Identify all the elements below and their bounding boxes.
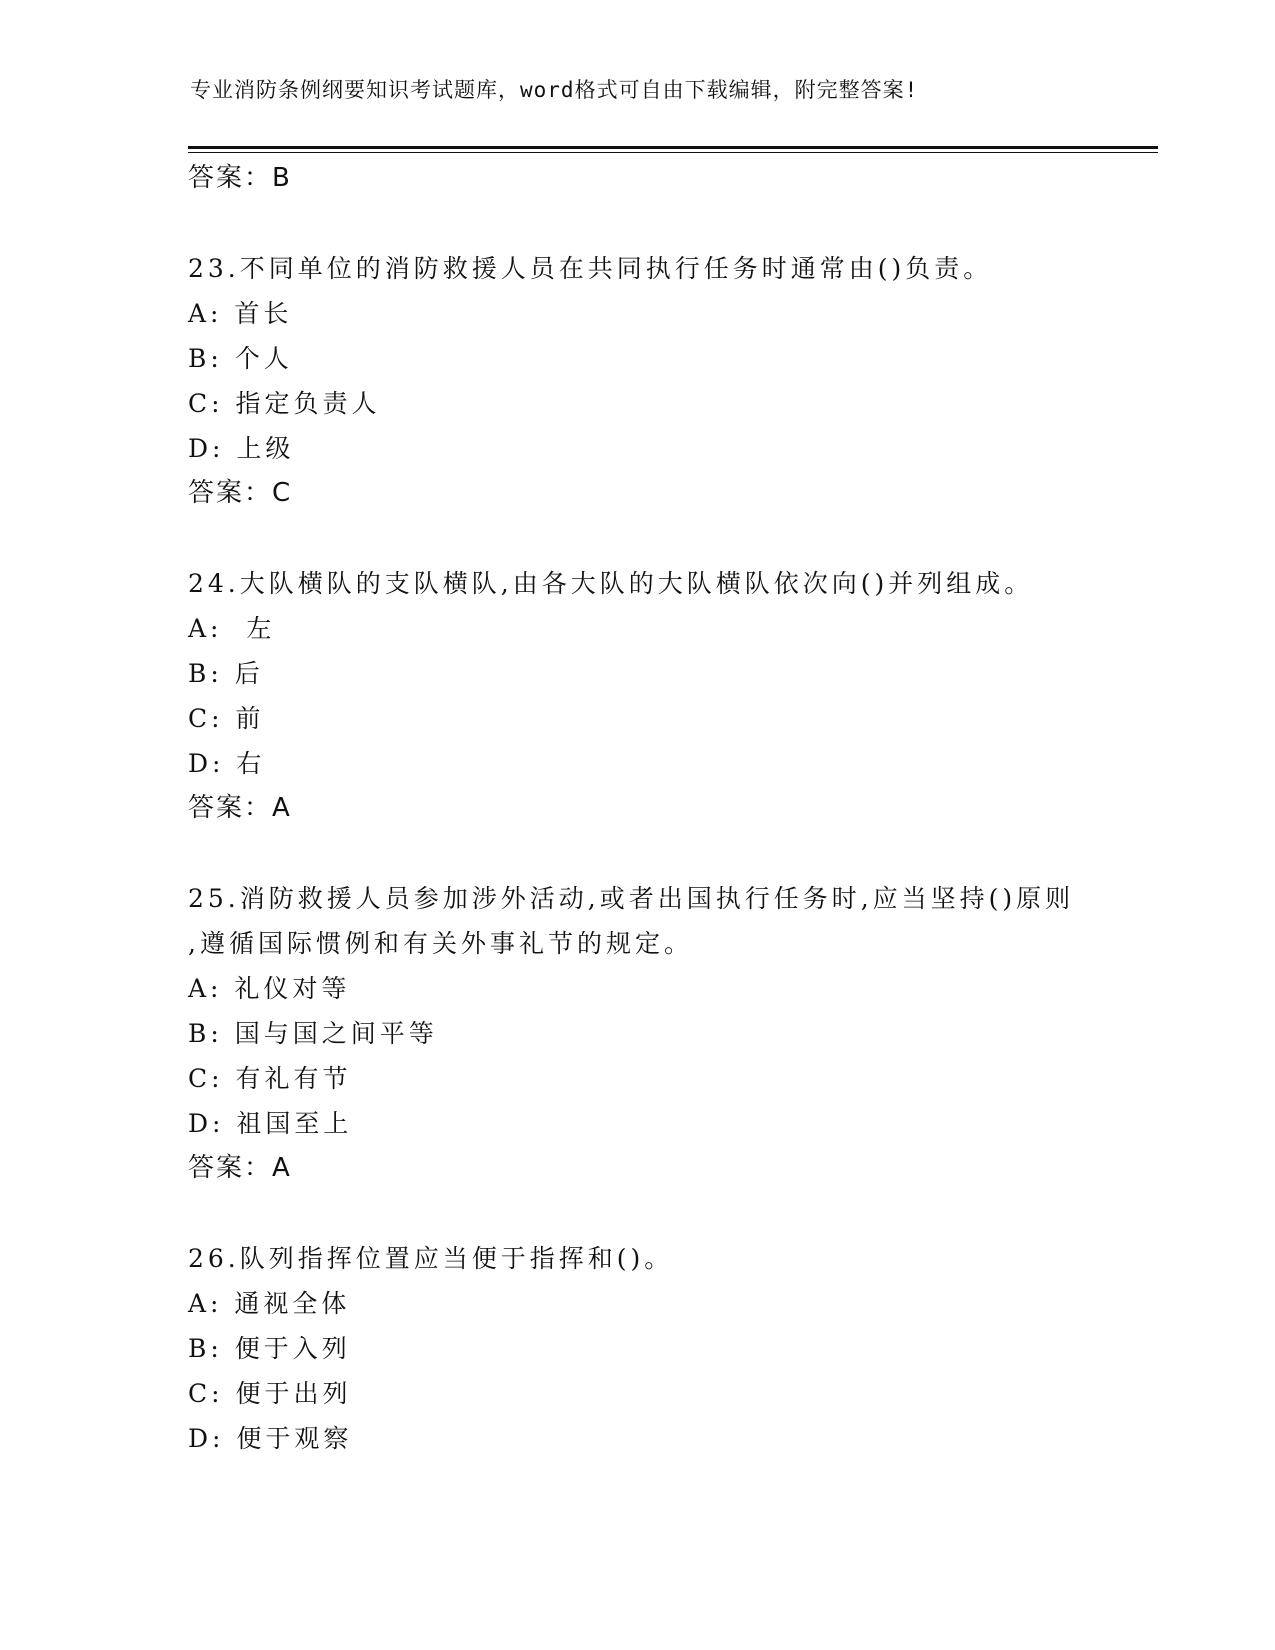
header-rule-thin xyxy=(188,152,1158,153)
option-c: C: 指定负责人 xyxy=(188,389,381,418)
option-d: D: 右 xyxy=(188,749,266,778)
option-a: A: 礼仪对等 xyxy=(188,974,351,1003)
option-a: A: 通视全体 xyxy=(188,1289,351,1318)
option-b: B: 国与国之间平等 xyxy=(188,1019,438,1048)
option-c: C: 前 xyxy=(188,704,265,733)
spacer xyxy=(188,201,1148,246)
question-block xyxy=(188,876,1148,1191)
option-a: A: 首长 xyxy=(188,299,293,328)
option-c: C: 便于出列 xyxy=(188,1379,352,1408)
option-c: C: 有礼有节 xyxy=(188,1064,352,1093)
answer-text: 答案：A xyxy=(188,793,292,823)
question-stem: 26.队列指挥位置应当便于指挥和()。 xyxy=(188,1244,674,1273)
option-d: D: 上级 xyxy=(188,434,295,463)
option-b: B: 个人 xyxy=(188,344,293,373)
question-list xyxy=(188,156,1148,1461)
header-rule-thick xyxy=(188,146,1158,149)
question-block xyxy=(188,1236,1148,1461)
option-a: A: 左 xyxy=(188,614,276,643)
question-block xyxy=(188,246,1148,516)
question-stem: 24.大队横队的支队横队,由各大队的大队横队依次向()并列组成。 xyxy=(188,569,1034,598)
question-stem: 23.不同单位的消防救援人员在共同执行任务时通常由()负责。 xyxy=(188,254,993,283)
option-d: D: 便于观察 xyxy=(188,1424,353,1453)
spacer xyxy=(188,1191,1148,1236)
spacer xyxy=(188,516,1148,561)
option-b: B: 便于入列 xyxy=(188,1334,351,1363)
question-stem-continued: ,遵循国际惯例和有关外事礼节的规定。 xyxy=(188,929,693,958)
question-block xyxy=(188,561,1148,831)
answer-text: 答案：B xyxy=(188,163,292,193)
answer-text: 答案：C xyxy=(188,478,293,508)
page-header: 专业消防条例纲要知识考试题库，word格式可自由下载编辑，附完整答案! xyxy=(190,78,919,102)
question-stem: 25.消防救援人员参加涉外活动,或者出国执行任务时,应当坚持()原则 xyxy=(188,884,1075,913)
option-d: D: 祖国至上 xyxy=(188,1109,353,1138)
answer-text: 答案：A xyxy=(188,1153,292,1183)
spacer xyxy=(188,831,1148,876)
option-b: B: 后 xyxy=(188,659,264,688)
